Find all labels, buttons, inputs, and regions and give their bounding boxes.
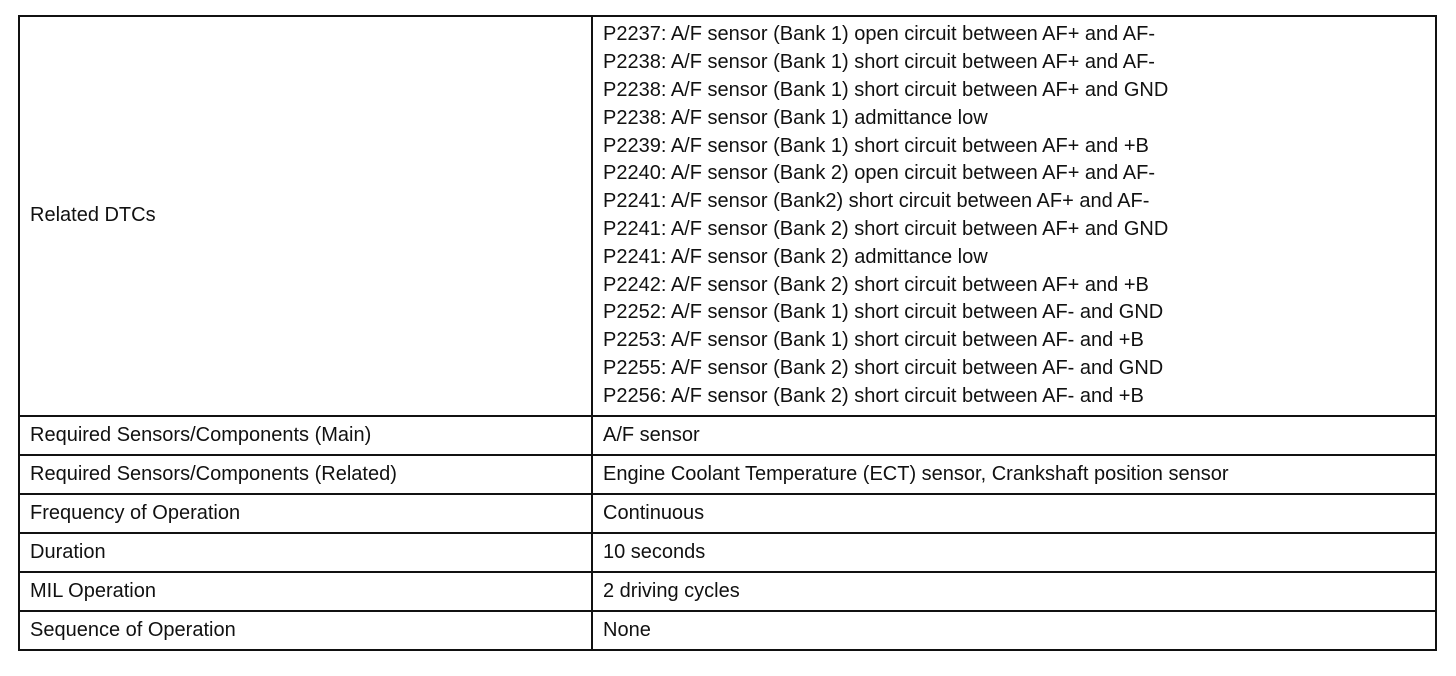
row-value: Engine Coolant Temperature (ECT) sensor, Crankshaft position sensor bbox=[592, 455, 1436, 494]
dtc-item: P2252: A/F sensor (Bank 1) short circuit between AF- and GND bbox=[603, 301, 1164, 324]
dtc-item: P2241: A/F sensor (Bank 2) admittance low bbox=[603, 245, 988, 268]
dtc-item: P2237: A/F sensor (Bank 1) open circuit between AF+ and AF- bbox=[603, 23, 1155, 46]
table-row-required-related bbox=[19, 455, 1436, 494]
dtc-item: P2255: A/F sensor (Bank 2) short circuit between AF- and GND bbox=[603, 356, 1164, 379]
row-value: None bbox=[592, 611, 1436, 650]
row-label: MIL Operation bbox=[19, 572, 592, 611]
dtc-item: P2238: A/F sensor (Bank 1) short circuit between AF+ and AF- bbox=[603, 51, 1155, 74]
dtc-item: P2240: A/F sensor (Bank 2) open circuit between AF+ and AF- bbox=[603, 162, 1155, 185]
row-label: Duration bbox=[19, 533, 592, 572]
table-row-mil-operation bbox=[19, 572, 1436, 611]
table-row-related-dtcs bbox=[19, 16, 1436, 416]
monitor-specification-table bbox=[18, 15, 1437, 651]
row-value: 2 driving cycles bbox=[592, 572, 1436, 611]
dtc-list-cell bbox=[592, 16, 1436, 416]
dtc-item: P2239: A/F sensor (Bank 1) short circuit between AF+ and +B bbox=[603, 134, 1149, 157]
row-value: Continuous bbox=[592, 494, 1436, 533]
dtc-item: P2256: A/F sensor (Bank 2) short circuit between AF- and +B bbox=[603, 384, 1144, 407]
row-value: A/F sensor bbox=[592, 416, 1436, 455]
dtc-item: P2238: A/F sensor (Bank 1) short circuit between AF+ and GND bbox=[603, 79, 1169, 102]
table-row-frequency bbox=[19, 494, 1436, 533]
dtc-item: P2253: A/F sensor (Bank 1) short circuit between AF- and +B bbox=[603, 329, 1144, 352]
row-label: Related DTCs bbox=[19, 16, 592, 416]
row-label: Required Sensors/Components (Main) bbox=[19, 416, 592, 455]
table-row-required-main bbox=[19, 416, 1436, 455]
dtc-item: P2241: A/F sensor (Bank2) short circuit between AF+ and AF- bbox=[603, 190, 1150, 213]
table-row-duration bbox=[19, 533, 1436, 572]
table-row-sequence bbox=[19, 611, 1436, 650]
dtc-item: P2241: A/F sensor (Bank 2) short circuit between AF+ and GND bbox=[603, 218, 1169, 240]
row-label: Frequency of Operation bbox=[19, 494, 592, 533]
row-value: 10 seconds bbox=[592, 533, 1436, 572]
row-label: Required Sensors/Components (Related) bbox=[19, 455, 592, 494]
dtc-item: P2238: A/F sensor (Bank 1) admittance low bbox=[603, 106, 988, 129]
dtc-item: P2242: A/F sensor (Bank 2) short circuit between AF+ and +B bbox=[603, 273, 1149, 296]
row-label: Sequence of Operation bbox=[19, 611, 592, 650]
